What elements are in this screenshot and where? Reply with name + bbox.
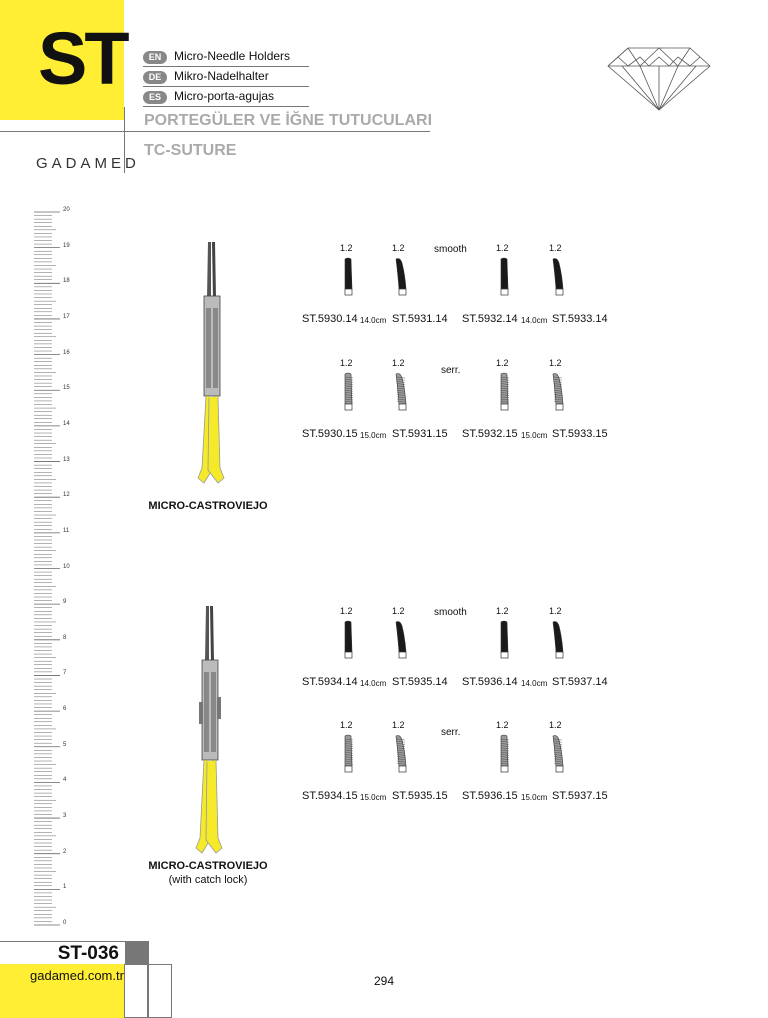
ruler-label: 16 <box>63 349 70 356</box>
jaw-tip-icon <box>497 734 513 774</box>
jaw-tip-icon <box>341 257 357 297</box>
jaw-tip-icon <box>341 372 357 412</box>
product-code: ST.5936.14 <box>462 676 518 688</box>
lang-row-es <box>143 88 309 107</box>
tip-width-label: 1.2 <box>340 358 353 368</box>
tip-width-label: 1.2 <box>496 720 509 730</box>
product-code: ST.5933.15 <box>552 428 608 440</box>
tip-type-label: smooth <box>434 244 467 255</box>
ruler-label: 12 <box>63 492 70 499</box>
instrument-image <box>182 238 232 490</box>
instrument-length: 15.0cm <box>360 431 387 440</box>
tip-width-label: 1.2 <box>392 720 405 730</box>
product-code: ST.5937.15 <box>552 790 608 802</box>
brand-logo: GADAMED <box>36 155 140 172</box>
tip-width-label: 1.2 <box>496 243 509 253</box>
footer-box <box>124 964 148 1018</box>
ruler-label: 10 <box>63 563 70 570</box>
jaw-tip-icon <box>341 620 357 660</box>
footer-box <box>148 964 172 1018</box>
lang-text: Micro-Needle Holders <box>174 49 291 63</box>
ruler-label: 7 <box>63 670 67 677</box>
instrument-length: 14.0cm <box>360 316 387 325</box>
ruler-label: 15 <box>63 385 70 392</box>
ruler-label: 2 <box>63 848 67 855</box>
instrument-length: 15.0cm <box>521 431 548 440</box>
instrument-name: MICRO-CASTROVIEJO <box>148 860 268 872</box>
tip-width-label: 1.2 <box>496 606 509 616</box>
jaw-tip-icon <box>393 372 409 412</box>
product-code: ST.5932.15 <box>462 428 518 440</box>
lang-row-de <box>143 68 309 87</box>
header-divider-horizontal <box>0 131 430 132</box>
instrument-subtitle: (with catch lock) <box>168 874 248 886</box>
product-code: ST.5934.14 <box>302 676 358 688</box>
instrument-length: 14.0cm <box>521 316 548 325</box>
jaw-tip-icon <box>393 620 409 660</box>
tip-width-label: 1.2 <box>340 243 353 253</box>
ruler-label: 11 <box>63 527 70 534</box>
jaw-tip-icon <box>550 257 566 297</box>
ruler-label: 5 <box>63 741 67 748</box>
lang-row-en <box>143 48 309 67</box>
tip-width-label: 1.2 <box>340 606 353 616</box>
product-code: ST.5935.15 <box>392 790 448 802</box>
jaw-tip-icon <box>550 734 566 774</box>
product-code: ST.5931.14 <box>392 313 448 325</box>
jaw-tip-icon <box>393 734 409 774</box>
tip-width-label: 1.2 <box>549 243 562 253</box>
diamond-icon <box>604 40 714 112</box>
ruler-label: 14 <box>63 420 70 427</box>
lang-code: ES <box>143 91 167 104</box>
ruler-label: 19 <box>63 242 70 249</box>
instrument-length: 15.0cm <box>360 793 387 802</box>
instrument-length: 15.0cm <box>521 793 548 802</box>
tip-type-label: smooth <box>434 607 467 618</box>
product-code: ST.5933.14 <box>552 313 608 325</box>
ruler-label: 13 <box>63 456 70 463</box>
page-code: ST-036 <box>57 943 119 964</box>
jaw-tip-icon <box>341 734 357 774</box>
tip-width-label: 1.2 <box>549 358 562 368</box>
product-code: ST.5937.14 <box>552 676 608 688</box>
tip-width-label: 1.2 <box>392 606 405 616</box>
product-code: ST.5936.15 <box>462 790 518 802</box>
page-code-box <box>0 941 125 965</box>
ruler-label: 3 <box>63 813 67 820</box>
footer-grey-block <box>125 941 149 964</box>
instrument-length: 14.0cm <box>360 679 387 688</box>
jaw-tip-icon <box>497 620 513 660</box>
page-subtitle: TC-SUTURE <box>144 142 237 159</box>
tip-width-label: 1.2 <box>340 720 353 730</box>
jaw-tip-icon <box>550 620 566 660</box>
ruler-label: 8 <box>63 634 67 641</box>
tip-width-label: 1.2 <box>392 243 405 253</box>
product-code: ST.5930.15 <box>302 428 358 440</box>
page-number: 294 <box>374 974 395 988</box>
ruler-label: 1 <box>63 884 67 891</box>
tip-type-label: serr. <box>441 727 461 738</box>
ruler-label: 6 <box>63 706 67 713</box>
jaw-tip-icon <box>497 372 513 412</box>
ruler-label: 20 <box>63 207 70 213</box>
jaw-tip-icon <box>550 372 566 412</box>
jaw-tip-icon <box>393 257 409 297</box>
tip-width-label: 1.2 <box>496 358 509 368</box>
product-code: ST.5935.14 <box>392 676 448 688</box>
lang-code: DE <box>143 71 167 84</box>
jaw-tip-icon <box>497 257 513 297</box>
product-code: ST.5931.15 <box>392 428 448 440</box>
page-title: PORTEGÜLER VE İĞNE TUTUCULARI <box>144 112 433 129</box>
lang-code: EN <box>143 51 167 64</box>
tip-width-label: 1.2 <box>392 358 405 368</box>
instrument-name: MICRO-CASTROVIEJO <box>148 500 268 512</box>
product-code: ST.5930.14 <box>302 313 358 325</box>
tip-type-label: serr. <box>441 365 461 376</box>
website-url[interactable]: gadamed.com.tr <box>30 968 124 983</box>
lang-text: Mikro-Nadelhalter <box>174 69 269 83</box>
tip-width-label: 1.2 <box>549 720 562 730</box>
instrument-image <box>180 602 230 860</box>
product-code: ST.5934.15 <box>302 790 358 802</box>
ruler-label: 0 <box>63 920 67 926</box>
lang-text: Micro-porta-agujas <box>174 89 275 103</box>
ruler-label: 4 <box>63 777 67 784</box>
tip-width-label: 1.2 <box>549 606 562 616</box>
product-code: ST.5932.14 <box>462 313 518 325</box>
instrument-length: 14.0cm <box>521 679 548 688</box>
ruler-label: 17 <box>63 313 70 320</box>
ruler-label: 18 <box>63 278 70 285</box>
ruler-label: 9 <box>63 599 67 606</box>
section-code: ST <box>38 17 127 100</box>
